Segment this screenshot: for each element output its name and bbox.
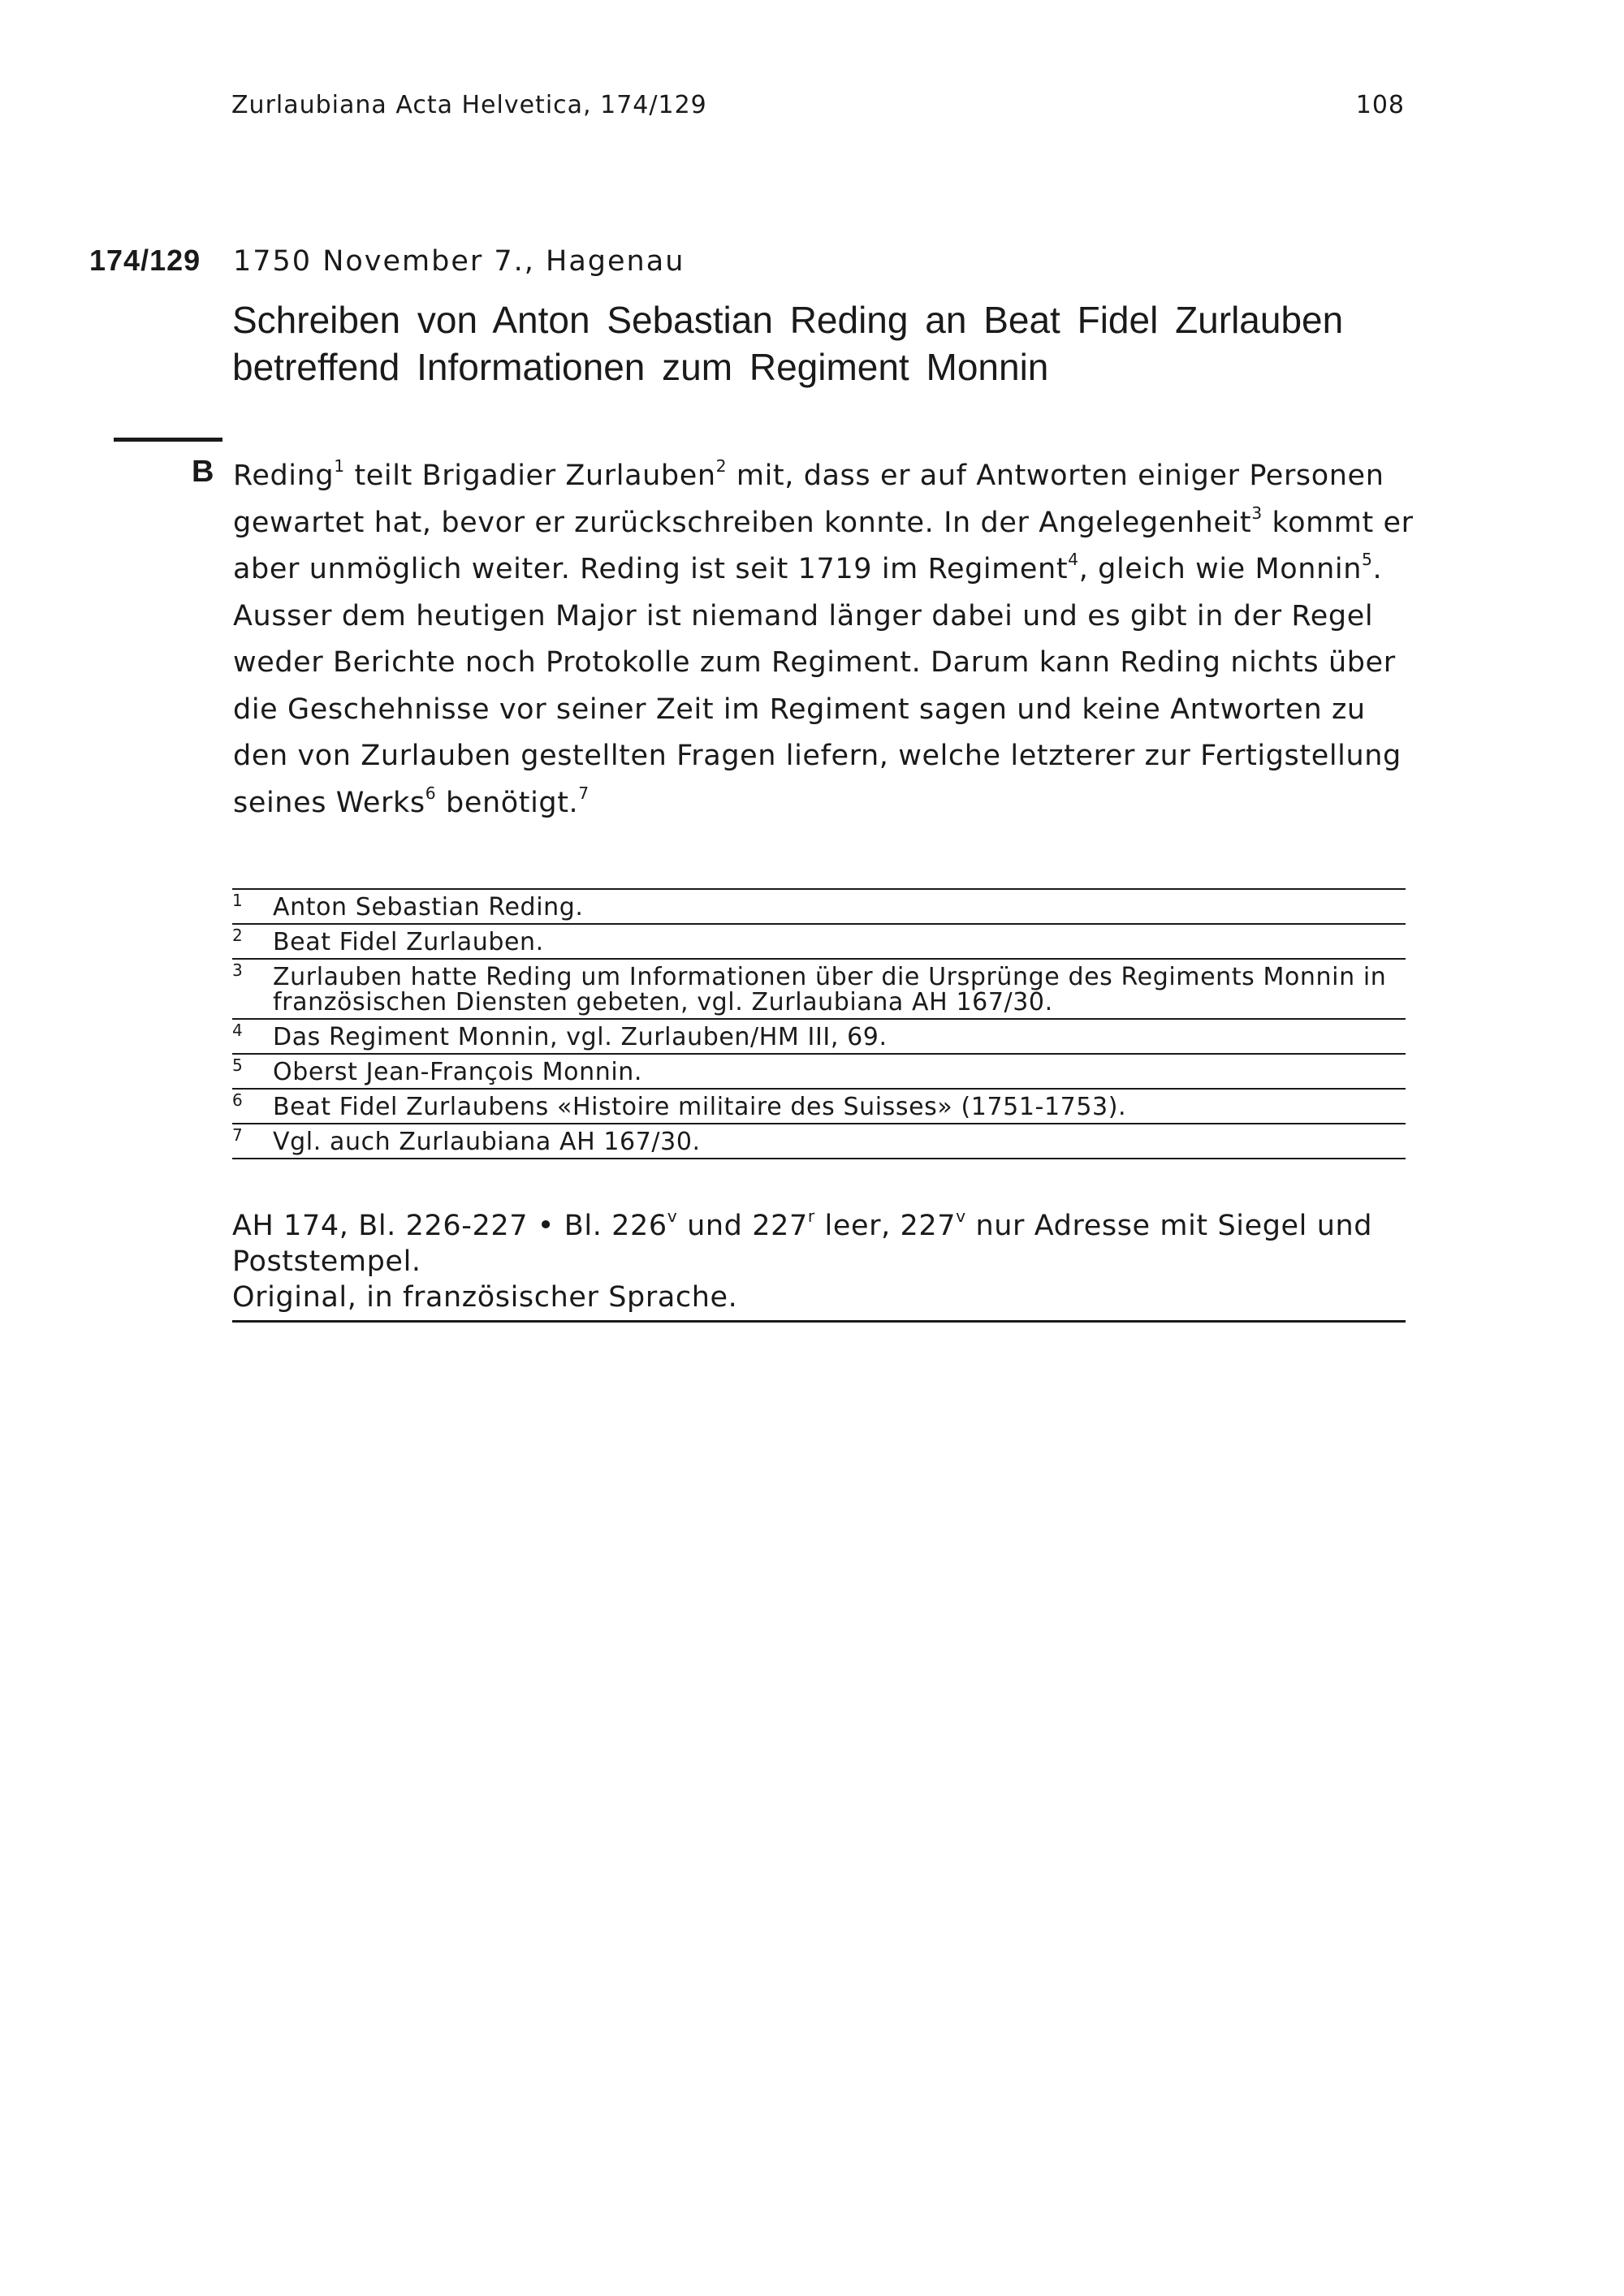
footnotes-list [232,888,1406,1159]
footnote-number: 1 [232,891,244,910]
footnote [232,890,1406,925]
summary-line: weder Berichte noch Protokolle zum Regiment. Darum kann Reding nichts über [233,646,1396,679]
running-title: Zurlaubiana Acta Helvetica, 174/129 [231,91,707,119]
footnote-number: 2 [232,926,244,945]
document-number [89,244,201,278]
document-date-place: 1750 November 7., Hagenau [233,245,685,278]
footnote-text: Anton Sebastian Reding. [273,893,584,921]
page-number: 108 [1355,91,1405,119]
footnote-text: Oberst Jean-François Monnin. [273,1058,643,1086]
footnote-ref: 1 [334,455,345,476]
summary-line: aber unmöglich weiter. Reding ist seit 1719 im Regiment$^4$, gleich wie Monnin$^5$. [233,549,1383,585]
footnote-ref: 2 [715,455,728,476]
footnote [232,960,1406,1020]
footnote [232,1020,1406,1055]
document-title-line: Schreiben von Anton Sebastian Reding an Beat Fidel Zurlauben [232,299,1344,341]
footnote-text: Beat Fidel Zurlauben. [273,928,544,956]
summary-paragraph [233,453,1427,826]
section-marker-rule [114,438,222,442]
summary-line: gewartet hat, bevor er zurückschreiben konnte. In der Angelegenheit$^3$ kommt er [233,503,1414,539]
source-line: AH 174, Bl. 226-227 • Bl. 226$^v$ und 227$^r$ leer, 227$^v$ nur Adresse mit Siegel und [232,1206,1373,1242]
summary-line: Ausser dem heutigen Major ist niemand länger dabei und es gibt in der Regel [233,599,1374,632]
document-title [232,296,1418,391]
document-title-line: betreffend Informationen zum Regiment Monnin [232,346,1049,388]
footnote-text: französischen Diensten gebeten, vgl. Zurlaubiana AH 167/30. [273,988,1053,1016]
summary-line: seines Werks$^6$ benötigt.$^7$ [233,783,590,819]
footnote-number: 7 [232,1125,244,1145]
document-number-volume: 174 [89,244,141,277]
footnote-ref: 6 [425,783,437,803]
source-line: Poststempel. [232,1245,421,1278]
footnote [232,1090,1406,1124]
summary-line: Reding$^1$ teilt Brigadier Zurlauben$^2$ mit, dass er auf Antworten einiger Personen [233,455,1384,492]
footnote-ref: 4 [1068,549,1079,569]
footnote-number: 5 [232,1055,244,1075]
footnote-ref: 3 [1251,503,1263,523]
footnote-text: Beat Fidel Zurlaubens «Histoire militaire des Suisses» (1751-1753). [273,1093,1127,1121]
footnote-text: Das Regiment Monnin, vgl. Zurlauben/HM III, 69. [273,1023,888,1051]
footnote-number: 6 [232,1090,244,1110]
section-marker-letter: B [192,455,214,489]
footnote [232,925,1406,960]
source-line: Original, in französischer Sprache. [232,1281,738,1314]
footnote-text: Vgl. auch Zurlaubiana AH 167/30. [273,1128,701,1156]
footnote-ref: 7 [578,783,590,803]
footnote-number: 3 [232,960,244,980]
document-number-item: /129 [140,244,201,277]
footnote-number: 4 [232,1021,244,1040]
source-note [232,1208,1406,1323]
footnote [232,1055,1406,1090]
footnote-ref: 5 [1361,549,1373,569]
footnote [232,1124,1406,1159]
summary-line: den von Zurlauben gestellten Fragen liefern, welche letzterer zur Fertigstellung [233,740,1402,772]
footnote-text: Zurlauben hatte Reding um Informationen über die Ursprünge des Regiments Monnin in [273,963,1387,991]
summary-line: die Geschehnisse vor seiner Zeit im Regiment sagen und keine Antworten zu [233,693,1366,726]
